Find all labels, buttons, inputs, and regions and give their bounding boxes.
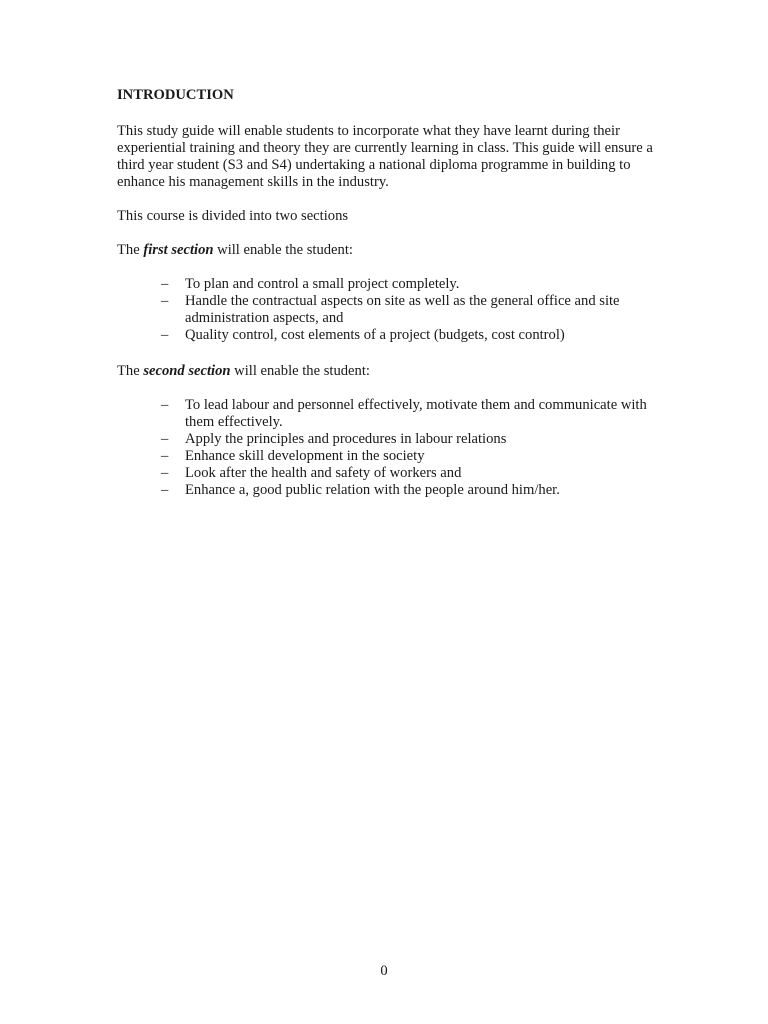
list-item-text: To lead labour and personnel effectively, motivate them and communicate with them effectively.	[185, 397, 647, 430]
list-item-text: To plan and control a small project completely.	[185, 276, 460, 292]
dash-bullet-icon: –	[161, 293, 169, 309]
first-section-prefix: The	[117, 242, 140, 258]
list-item	[161, 397, 657, 431]
first-section-list	[117, 276, 657, 344]
section-heading: INTRODUCTION	[117, 87, 234, 103]
second-section-emphasis: second section	[143, 363, 231, 379]
list-item	[161, 431, 657, 448]
list-item-text: Enhance skill development in the society	[185, 448, 425, 464]
document-page	[117, 87, 657, 499]
dash-bullet-icon: –	[161, 327, 169, 343]
dash-bullet-icon: –	[161, 431, 169, 447]
list-item-text: Apply the principles and procedures in labour relations	[185, 431, 507, 447]
second-section-lead	[117, 363, 657, 380]
second-section-list	[117, 397, 657, 499]
dash-bullet-icon: –	[161, 448, 169, 464]
list-item	[161, 293, 657, 327]
dash-bullet-icon: –	[161, 465, 169, 481]
divided-text: This course is divided into two sections	[117, 208, 349, 224]
list-item-text: Look after the health and safety of workers and	[185, 465, 462, 481]
list-item-text: Handle the contractual aspects on site as well as the general office and site administration aspects, and	[185, 293, 620, 326]
second-section-prefix: The	[117, 363, 140, 379]
dash-bullet-icon: –	[161, 397, 169, 413]
page-number: 0	[380, 963, 388, 979]
second-section-suffix: will enable the student:	[234, 363, 370, 379]
list-item	[161, 448, 657, 465]
list-item	[161, 465, 657, 482]
intro-paragraph: This study guide will enable students to incorporate what they have learnt during their experiential training and theory they are currently learning in class. This guide will ensure a third year student (S3 and S4) undertaking a national diploma programme in building to enhance his management skills in the industry.	[117, 123, 653, 190]
list-item-text: Enhance a, good public relation with the people around him/her.	[185, 482, 560, 498]
first-section-emphasis: first section	[143, 242, 214, 258]
dash-bullet-icon: –	[161, 482, 169, 498]
list-item	[161, 327, 657, 344]
list-item	[161, 276, 657, 293]
first-section-lead	[117, 242, 657, 259]
list-item-text: Quality control, cost elements of a project (budgets, cost control)	[185, 327, 565, 343]
list-item	[161, 482, 657, 499]
dash-bullet-icon: –	[161, 276, 169, 292]
first-section-suffix: will enable the student:	[217, 242, 353, 258]
